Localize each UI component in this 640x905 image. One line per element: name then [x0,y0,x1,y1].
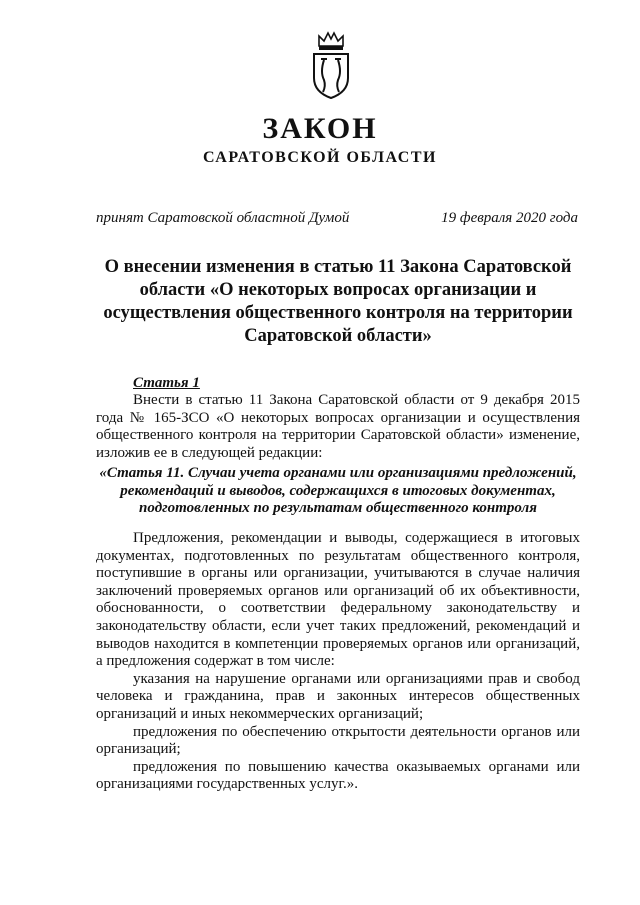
saratov-coat-of-arms-icon [308,30,354,100]
law-subject: О внесении изменения в статью 11 Закона Саратовской области «О некоторых вопросах организации и осуществления общественного контроля на территории Саратовской области» [103,257,573,346]
region-name: САРАТОВСКОЙ ОБЛАСТИ [203,149,437,166]
article-intro [96,392,580,462]
law-title: ЗАКОН [262,112,378,145]
body-paragraph: Предложения, рекомендации и выводы, содержащиеся в итоговых документах, подготовленных по результатам общественного контроля, поступившие в органы или организации, учитываются в случае наличия заключений проверяемых органов или организаций об их объективности, обоснованности, о соответствии федеральному законодательству и законодательству области, если учет таких предложений, рекомендаций и выводов находится в компетенции проверяемых органов или организаций, а предложения содержат в том числе: [96,530,580,670]
adopted-by: принят Саратовской областной Думой [96,210,350,226]
intro-paragraph: Внести в статью 11 Закона Саратовской области от 9 декабря 2015 года № 165-ЗСО «О некоторых вопросах организации и осуществления общественного контроля на территории Саратовской области» изменение, изложив ее в следующей редакции: [96,392,580,461]
article-heading: Статья 1 [133,375,200,391]
body-paragraph: предложения по повышению качества оказываемых органами или организациями государственных услуг.». [96,758,580,793]
body-paragraph: предложения по обеспечению открытости деятельности органов или организаций; [96,723,580,758]
quoted-article-heading: «Статья 11. Случаи учета органами или организациями предложений, рекомендаций и выводов, содержащихся в итоговых документах, подготовленных по результатам общественного контроля [99,465,577,516]
body-paragraph: указания на нарушение органами или организациями прав и свобод человека и гражданина, прав и законных интересов общественных организаций и иных некоммерческих организаций; [96,670,580,722]
adoption-date: 19 февраля 2020 года [441,210,578,226]
article-body [96,530,580,794]
